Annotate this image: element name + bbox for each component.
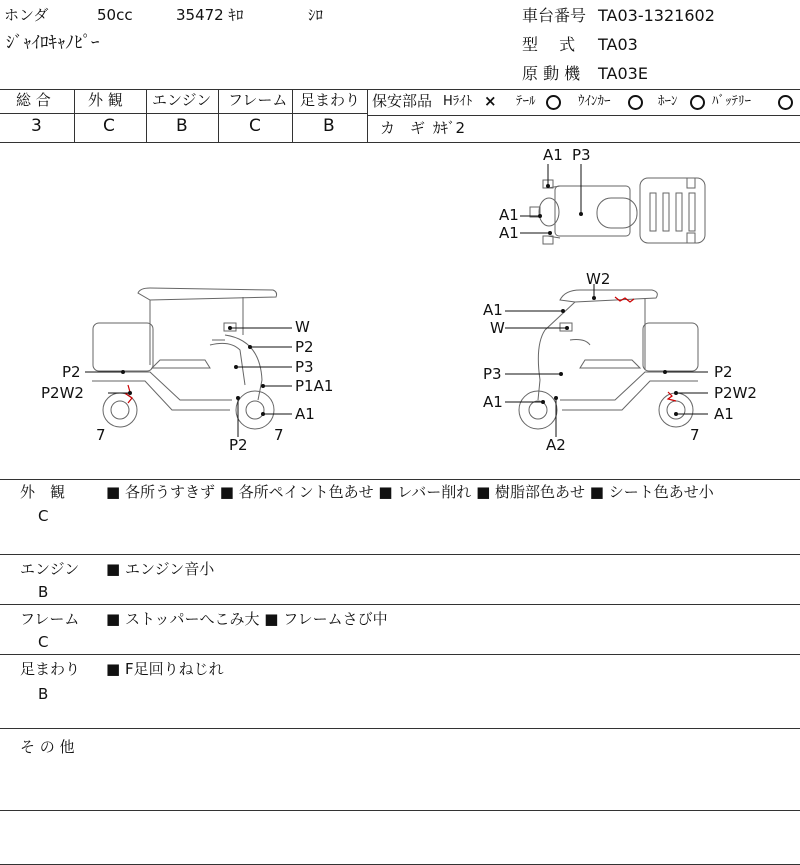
divider: [0, 654, 800, 655]
damage-label: W2: [586, 270, 611, 288]
divider: [146, 89, 147, 142]
circle-mark-icon: [546, 95, 561, 110]
left-side-scooter: [92, 288, 277, 429]
grade-overall: 3: [31, 116, 42, 136]
damage-label: A2: [546, 436, 566, 454]
note-title-other: そ の 他: [20, 738, 75, 756]
safety-item-winker: ｳｲﾝｶｰ: [578, 94, 611, 109]
safety-item-battery: ﾊﾞｯﾃﾘｰ: [712, 94, 751, 109]
mileage: 35472 ｷﾛ: [176, 6, 244, 24]
damage-label: A1: [295, 405, 315, 423]
engine-value: TA03E: [598, 64, 648, 83]
type-value: TA03: [598, 35, 638, 54]
grade-engine: B: [176, 116, 188, 136]
damage-label: 7: [274, 426, 284, 444]
safety-item-headlight: Hﾗｲﾄ: [443, 94, 473, 109]
note-grade-suspension: B: [38, 685, 49, 703]
grade-header-suspension: 足まわり: [300, 91, 361, 109]
displacement: 50cc: [97, 6, 133, 24]
damage-label: A1: [483, 301, 503, 319]
note-text-engine: ■ エンジン音小: [106, 560, 215, 578]
model-name: ｼﾞｬｲﾛｷｬﾉﾋﾟｰ: [6, 33, 100, 53]
note-grade-frame: C: [38, 633, 49, 651]
maker: ホンダ: [4, 6, 49, 24]
safety-item-tail: ﾃｰﾙ: [516, 94, 536, 109]
damage-label: A1: [499, 206, 519, 224]
circle-mark-icon: [690, 95, 705, 110]
circle-mark-icon: [778, 95, 793, 110]
grade-header-overall: 総 合: [16, 91, 51, 109]
damage-label: 7: [96, 426, 106, 444]
note-grade-exterior: C: [38, 507, 49, 525]
note-text-frame: ■ ストッパーへこみ大 ■ フレームさび中: [106, 610, 388, 628]
damage-diagram: [0, 143, 800, 480]
note-text-exterior: ■ 各所うすきず ■ 各所ペイント色あせ ■ レバー削れ ■ 樹脂部色あせ ■ シート色あせ小: [106, 483, 714, 501]
note-title-exterior: 外 観: [20, 483, 66, 501]
damage-label: P2: [714, 363, 733, 381]
grade-header-exterior: 外 観: [88, 91, 123, 109]
divider: [0, 810, 800, 811]
note-grade-engine: B: [38, 583, 49, 601]
safety-label: 保安部品: [372, 92, 433, 110]
type-label: 型 式: [522, 35, 576, 54]
engine-label: 原 動 機: [522, 64, 581, 83]
damage-label: P3: [572, 146, 591, 164]
divider: [0, 479, 800, 480]
note-title-suspension: 足まわり: [20, 660, 81, 678]
damage-label: P2: [229, 436, 248, 454]
divider: [367, 89, 368, 142]
top-view-scooter: [530, 178, 705, 244]
key-label: カ ギ: [380, 119, 426, 137]
color: ｼﾛ: [308, 6, 324, 24]
damage-label: P2W2: [41, 384, 84, 402]
frame-no-label: 車台番号: [522, 6, 587, 25]
divider: [0, 89, 800, 90]
divider: [367, 115, 800, 116]
grade-header-engine: エンジン: [152, 91, 212, 109]
damage-label: P2: [295, 338, 314, 356]
divider: [0, 113, 367, 114]
damage-label: A1: [543, 146, 563, 164]
note-text-suspension: ■ F足回りねじれ: [106, 660, 224, 678]
note-title-frame: フレーム: [20, 610, 80, 628]
damage-label: A1: [483, 393, 503, 411]
damage-label: P3: [483, 365, 502, 383]
divider: [0, 604, 800, 605]
safety-mark-headlight: ×: [484, 92, 497, 110]
circle-mark-icon: [628, 95, 643, 110]
damage-label: A1: [499, 224, 519, 242]
divider: [74, 89, 75, 142]
damage-label: P3: [295, 358, 314, 376]
grade-header-frame: フレーム: [228, 91, 288, 109]
divider: [0, 554, 800, 555]
damage-label: A1: [714, 405, 734, 423]
divider: [218, 89, 219, 142]
grade-suspension: B: [323, 116, 335, 136]
key-value: ｶｷﾞ2: [433, 119, 466, 137]
damage-label: P2: [62, 363, 81, 381]
divider: [292, 89, 293, 142]
safety-item-horn: ﾎｰﾝ: [658, 94, 678, 109]
grade-frame: C: [249, 116, 261, 136]
damage-label: P1A1: [295, 377, 334, 395]
divider: [0, 728, 800, 729]
note-title-engine: エンジン: [20, 560, 80, 578]
damage-label: W: [490, 319, 505, 337]
damage-label: 7: [690, 426, 700, 444]
damage-label: P2W2: [714, 384, 757, 402]
frame-no: TA03-1321602: [598, 6, 715, 25]
grade-exterior: C: [103, 116, 115, 136]
damage-label: W: [295, 318, 310, 336]
